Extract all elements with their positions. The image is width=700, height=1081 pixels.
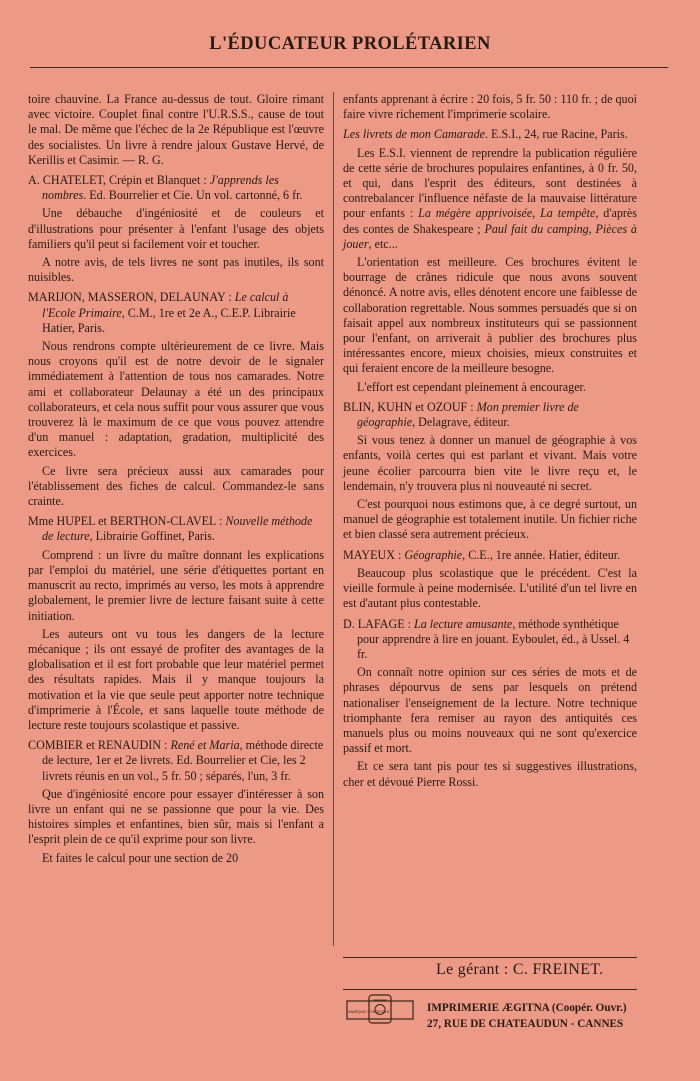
gerant-rule (343, 989, 637, 990)
header-rule (30, 67, 668, 68)
book-entry (28, 173, 324, 203)
paragraph: Ce livre sera précieux aussi aux camarades pour l'établissement des fiches de calcul. Commandez-le sans crainte. (28, 463, 324, 509)
entry-details: , méthode synthétique pour apprendre à lire en jouant. Eyboulet, éd., à Ussel. 4 fr. (357, 616, 630, 661)
book-entry (28, 290, 324, 336)
paragraph: Que d'ingéniosité encore pour essayer d'intéresser à son livre un enfant qui ne se passionne que pour la vie. Des histoires simples et enfantines, bien sûr, mais si l'enfant a l'esprit plein de ce qu'il exprime pour son livre. (28, 786, 324, 847)
entry-title: J'apprends les nombres (42, 173, 279, 203)
entry-details: , C.M., 1re et 2e A., C.E.P. Librairie Hatier, Paris. (42, 305, 296, 335)
entry-details: , méthode directe de lecture, 1er et 2e livrets. Ed. Bourrelier et Cie, les 2 livrets réunis en un vol., 5 fr. 50 ; séparés, l'un, 3 fr. (42, 738, 324, 783)
book-entry (343, 400, 637, 430)
entry-title: René et Maria (170, 738, 240, 753)
paragraph: Et faites le calcul pour une section de 20 (42, 850, 239, 865)
entry-title: Le calcul à l'Ecole Primaire (42, 290, 289, 320)
entry-details: , Librairie Goffinet, Paris. (89, 529, 215, 544)
paragraph: C'est pourquoi nous estimons que, à ce degré surtout, un manuel de géographie est totalement inutile. Un fichier riche et bien classé sera autrement précieux. (343, 497, 637, 542)
entry-details: , Delagrave, éditeur. (412, 415, 510, 430)
entry-author: D. LAFAGE : (343, 616, 414, 631)
paragraph: L'effort est cependant pleinement à encourager. (357, 379, 586, 394)
book-entry (28, 738, 324, 784)
entry-author: BLIN, KUHN et OZOUF : (343, 399, 477, 414)
paragraph (343, 146, 637, 252)
text-run: , d'après des contes de Shakespeare ; (343, 206, 637, 236)
text-run: Les E.S.I. viennent de reprendre la publication régulière de cette série de brochures populaires enfantines, à 0 fr. 50, et qui, dans l'esprit des éditeurs, sont destinées à contrebalancer l'influence néfaste de la mauvaise littérature pour enfants : (343, 145, 637, 221)
entry-details: , C.E., 1re année. Hatier, éditeur. (462, 547, 621, 562)
paragraph: On connaît notre opinion sur ces séries de mots et de phrases dépourvus de sens par lesquels on prétend nationaliser l'enseignement de la lecture. Notre technique triomphante fera remiser au rayon des antiquités ces manuels plus ou moins nouveaux qui ne sont qu'exercice passif et mort. (343, 665, 637, 756)
paragraph: A notre avis, de tels livres ne sont pas inutiles, ils sont nuisibles. (28, 255, 324, 285)
column-divider (333, 92, 334, 946)
entry-details: . Ed. Bourrelier et Cie. Un vol. cartonné, 6 fr. (83, 188, 303, 203)
entry-author: MARIJON, MASSERON, DELAUNAY : (28, 290, 235, 305)
page-header: L'ÉDUCATEUR PROLÉTARIEN (209, 34, 491, 54)
entry-author: MAYEUX : (343, 547, 405, 562)
footer-rule (343, 957, 637, 958)
gerant-line: Le gérant : C. FREINET. (436, 961, 604, 978)
entry-title: Les livrets de mon Camarade (343, 127, 485, 142)
printer-address: 27, RUE DE CHATEAUDUN - CANNES (427, 1018, 624, 1030)
text-run-italic: Paul fait du camping, Pièces à jouer (343, 221, 637, 251)
entry-details: . E.S.I., 24, rue Racine, Paris. (484, 127, 628, 142)
entry-title: Mon premier livre de géographie (357, 399, 579, 430)
paragraph: toire chauvine. La France au-dessus de tout. Gloire rimant avec victoire. Couplet final contre l'U.R.S.S., cause de tout le mal. De même que l'échec de la 2e République est l'œuvre des socialistes. Un livre à rendre jaloux Gustave Hervé, de Kerillis et Casimir. — R. G. (28, 92, 324, 167)
paragraph: Si vous tenez à donner un manuel de géographie à vos enfants, voilà certes qui est parlant et vivant. Mais votre jeune écolier parcourra bien vite le livre reçu et, le lendemain, n'y trouvera plus ni nouveauté ni secret. (343, 433, 637, 493)
right-column (343, 92, 637, 793)
paragraph: Et ce sera tant pis pour tes si suggestives illustrations, cher et dévoué Pierre Rossi. (343, 759, 637, 789)
book-entry (28, 514, 324, 544)
paragraph: Beaucoup plus scolastique que le précédent. C'est la vieille formule à peine modernisée. L'utilité d'un tel livre en est d'autant plus contestable. (343, 565, 637, 611)
book-entry (343, 617, 637, 663)
paragraph: Une débauche d'ingéniosité et de couleurs et d'illustrations pour présenter à l'enfant l'usage des objets familiers qu'il peut si facilement voir et toucher. (28, 206, 324, 251)
logo-text: MARQUE SYNDICALE (348, 1009, 390, 1014)
entry-title: Nouvelle méthode de lecture (42, 514, 313, 544)
entry-title: Géographie (404, 547, 463, 562)
book-entry (343, 127, 637, 142)
entry-author: Mme HUPEL et BERTHON-CLAVEL : (28, 514, 226, 529)
entry-author: A. CHATELET, Crépin et Blanquet : (28, 173, 210, 188)
text-run: , etc... (368, 236, 398, 251)
paragraph: Nous rendrons compte ultérieurement de ce livre. Mais nous croyons qu'il est de notre devoir de le signaler immédiatement à l'attention de tous nos camarades. Notre ami et collaborateur Delaunay a été un des principaux collaborateurs, et cela nous suffit pour vous assurer que vous trouverez là le maximum de ce que vous pouvez attendre d'un manuel : adaptation, gradation, multiplicité des exercices. (28, 339, 324, 460)
paragraph: Les auteurs ont vu tous les dangers de la lecture mécanique ; ils ont essayé de profiter des avantages de la globalisation et il est fort probable que leur matériel permet des résultats rapides. Mais il y manque toujours la motivation et la vie que seule peut apporter notre technique d'imprimerie à l'École, et sans laquelle toute méthode de lecture reste toujours scolastique et passive. (28, 626, 324, 732)
text-run-italic: La mégère apprivoisée, La tempête (418, 206, 596, 221)
printer-info (427, 1000, 642, 1032)
entry-title: La lecture amusante (414, 616, 513, 631)
book-entry (343, 548, 637, 563)
entry-author: COMBIER et RENAUDIN : (28, 738, 171, 753)
union-label-logo (345, 992, 415, 1026)
paragraph: L'orientation est meilleure. Ces brochures évitent le bourrage de crânes ridicule que nous avons souvent dénoncé. A notre avis, elles dénotent encore une faiblesse de collaboration regrettable. Nous sommes persuadés que si on faisait appel aux nombreux instituteurs qui se passionnent pour l'enfant, on arriverait à publier des brochures plus intéressantes encore, mieux choisies, mieux construites et qui feraient encore de la meilleure besogne. (343, 255, 637, 376)
printer-name: IMPRIMERIE ÆGITNA (Coopér. Ouvr.) (427, 1002, 627, 1014)
paragraph: enfants apprenant à écrire : 20 fois, 5 fr. 50 : 110 fr. ; de quoi faire vivre richement l'imprimerie scolaire. (343, 92, 637, 122)
left-column (28, 92, 324, 869)
paragraph: Comprend : un livre du maître donnant les explications par l'emploi du matériel, une série d'étiquettes portant en manuscrit au recto, imprimés au verso, les mots à apprendre globalement, le premier livre de lecture faisant suite à cette initiation. (28, 547, 324, 623)
